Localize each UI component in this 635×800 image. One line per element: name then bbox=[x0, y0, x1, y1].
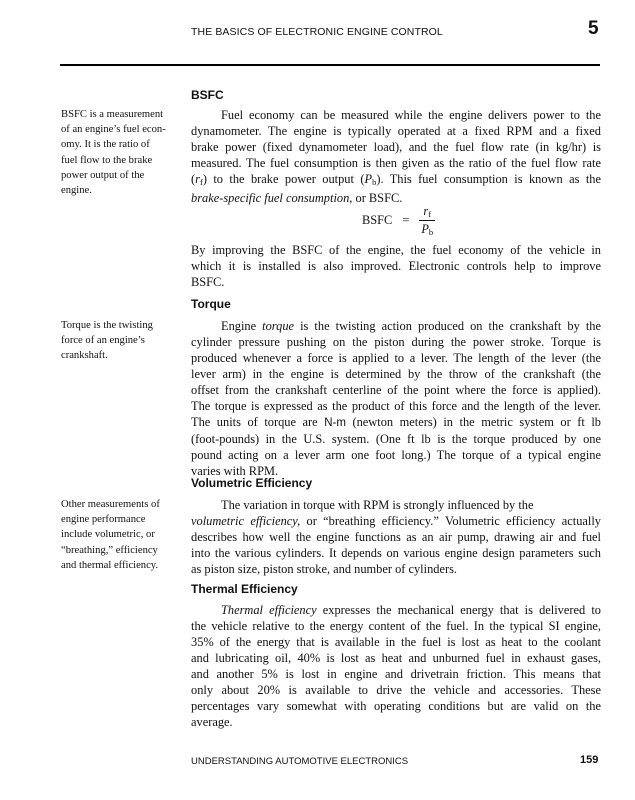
margin-note-line: Torque is the twisting bbox=[61, 320, 153, 331]
text-line: pound acting on a lever arm one foot long.) The torque of a typical engine bbox=[191, 448, 601, 462]
margin-note-line: omy. It is the ratio of bbox=[61, 139, 150, 151]
margin-note-bsfc bbox=[61, 107, 179, 198]
bsfc-formula bbox=[362, 204, 435, 237]
term-torque: torque bbox=[262, 319, 295, 333]
heading-bsfc: BSFC bbox=[191, 88, 224, 102]
margin-note-line: power output of the bbox=[61, 169, 145, 181]
text-line: percentages vary somewhat with operating conditions but are valid on the bbox=[191, 699, 601, 713]
formula-fraction bbox=[419, 204, 435, 237]
text-line: and another 5% is lost in engine and drivetrain friction. This means that bbox=[191, 667, 601, 681]
text-line: cylinder pressure pushing on the piston during the power stroke. Torque is bbox=[191, 335, 601, 349]
chapter-number: 5 bbox=[588, 18, 599, 39]
text-line: varies with RPM. bbox=[191, 464, 279, 478]
running-footer-title: UNDERSTANDING AUTOMOTIVE ELECTRONICS bbox=[191, 756, 409, 767]
margin-note-line: of an engine’s fuel econ- bbox=[61, 124, 166, 136]
text-line: brake-specific fuel consumption, or BSFC. bbox=[191, 191, 403, 205]
text-line: Thermal efficiency expresses the mechanical energy that is delivered to bbox=[221, 603, 601, 617]
running-header-title: THE BASICS OF ELECTRONIC ENGINE CONTROL bbox=[191, 26, 443, 38]
text-line: The units of torque are N-m (newton meters) in the metric system or ft lb bbox=[191, 415, 602, 429]
text-line: Engine torque is the twisting action produced on the crankshaft by the bbox=[221, 319, 601, 333]
text-line: lever arm) in the engine is determined by the throw of the crankshaft (the bbox=[191, 367, 601, 381]
formula-denominator: $P_b$ bbox=[421, 222, 434, 237]
heading-thermal-efficiency: Thermal Efficiency bbox=[191, 582, 298, 596]
text-line: average. bbox=[191, 715, 233, 729]
text-line: The variation in torque with RPM is strongly influenced by the bbox=[221, 498, 534, 512]
text-line: the vehicle relative to the energy content of the fuel. In the typical SI engine, bbox=[191, 619, 601, 633]
formula-numerator: $r_f$ bbox=[423, 204, 432, 219]
margin-note-line: BSFC is a measurement bbox=[61, 109, 164, 120]
formula-lhs: BSFC bbox=[362, 213, 393, 227]
text-line: 35% of the energy that is available in the fuel is lost as heat to the coolant bbox=[191, 635, 601, 649]
heading-torque: Torque bbox=[191, 297, 231, 311]
text-line: and lubricating oil, 40% is lost as heat and unburned fuel in exhaust gases, bbox=[191, 651, 601, 665]
margin-note-line: crankshaft. bbox=[61, 350, 108, 362]
text-line: as piston size, piston stroke, and number of cylinders. bbox=[191, 562, 458, 576]
text-line: describes how well the engine functions as an air pump, drawing air and fuel bbox=[191, 530, 601, 544]
text-line: measured. The fuel consumption is then given as the ratio of the fuel flow rate bbox=[191, 156, 601, 170]
bsfc-paragraph-1 bbox=[191, 107, 601, 206]
heading-volumetric-efficiency: Volumetric Efficiency bbox=[191, 476, 313, 490]
text-line: BSFC. bbox=[191, 275, 225, 289]
text-line: only about 20% is available to drive the vehicle and accessories. These bbox=[191, 683, 601, 697]
margin-note-line: engine. bbox=[61, 185, 92, 197]
text-line: (foot-pounds) in the U.S. system. (One ft lb is the torque produced by one bbox=[191, 432, 601, 446]
bsfc-paragraph-2 bbox=[191, 242, 601, 290]
margin-note-line: Other measurements of bbox=[61, 499, 160, 510]
text-line: volumetric efficiency, or “breathing efficiency.” Volumetric efficiency actually bbox=[191, 514, 602, 528]
thermal-paragraph bbox=[191, 602, 601, 730]
page-number: 159 bbox=[580, 754, 599, 766]
text-line: By improving the BSFC of the engine, the fuel economy of the vehicle in bbox=[191, 243, 601, 257]
margin-note-volumetric bbox=[61, 497, 179, 573]
torque-paragraph bbox=[191, 318, 601, 479]
margin-note-torque bbox=[61, 318, 179, 364]
text-line: dynamometer. The engine is typically operated at a fixed RPM and a fixed bbox=[191, 124, 601, 138]
term-volumetric-efficiency: volumetric efficiency, bbox=[191, 514, 301, 528]
margin-note-line: include volumetric, or bbox=[61, 529, 155, 541]
term-bsfc: brake-specific fuel consumption bbox=[191, 191, 350, 205]
volumetric-paragraph bbox=[191, 497, 601, 577]
text-line: into the various cylinders. It depends on various engine design parameters such bbox=[191, 546, 601, 560]
text-line: brake power (fixed dynamometer load), and the fuel flow rate (in kg/hr) is bbox=[191, 140, 601, 154]
header-rule bbox=[60, 64, 600, 66]
text-line: which it is installed is also improved. Electronic controls help to improve bbox=[191, 259, 601, 273]
text-line: offset from the crankshaft centerline of the point where the force is applied). bbox=[191, 383, 601, 397]
margin-note-line: and thermal efficiency. bbox=[61, 559, 159, 571]
formula-equals: = bbox=[402, 213, 410, 227]
unit-newton-meter: N-m bbox=[324, 417, 346, 429]
text-line: produced whenever a force is applied to a lever. The length of the lever (the bbox=[191, 351, 601, 365]
term-thermal-efficiency: Thermal efficiency bbox=[221, 603, 317, 617]
text-line: Fuel economy can be measured while the engine delivers power to the bbox=[221, 108, 601, 122]
margin-note-line: “breathing,” efficiency bbox=[61, 544, 158, 556]
text-line: The torque is expressed as the product of this force and the length of the lever. bbox=[191, 399, 601, 413]
margin-note-line: fuel flow to the brake bbox=[61, 154, 153, 166]
margin-note-line: force of an engine’s bbox=[61, 335, 145, 347]
margin-note-line: engine performance bbox=[61, 514, 146, 526]
text-line: $(r_f)$ to the brake power output $(P_b)$. This fuel consumption is known as the bbox=[191, 172, 601, 187]
